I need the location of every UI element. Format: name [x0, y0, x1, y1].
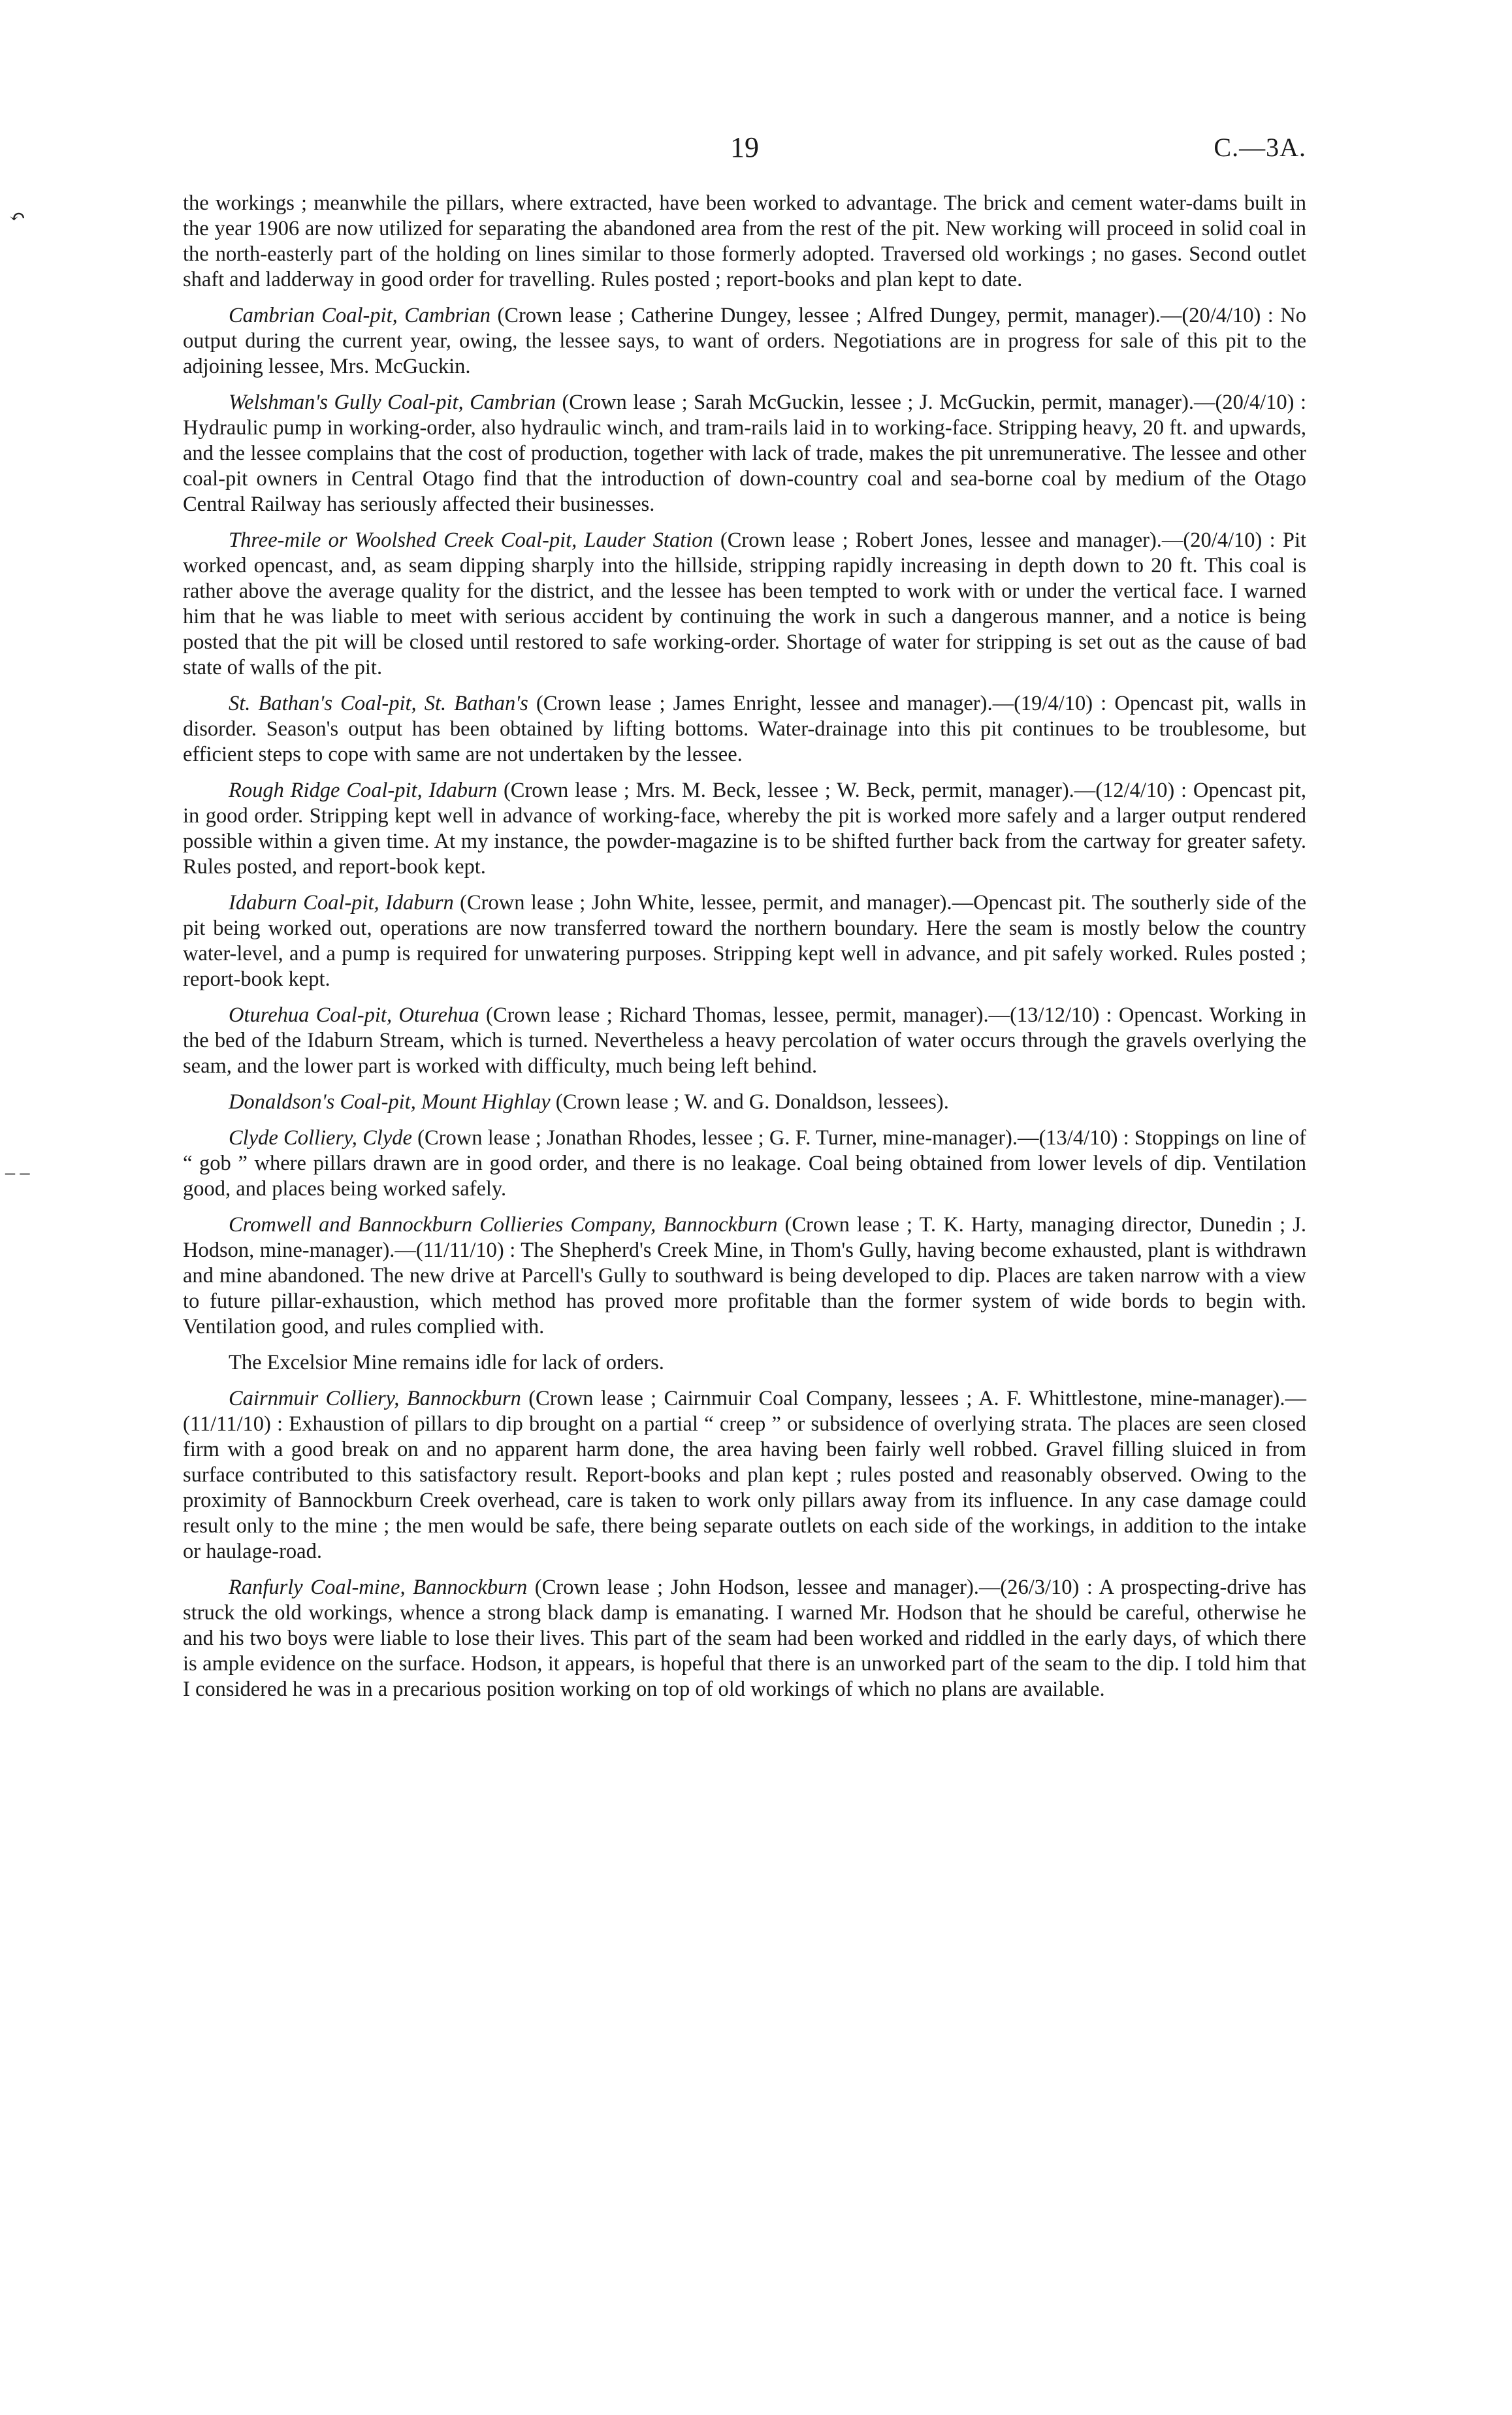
page-header: [183, 131, 1306, 170]
paragraph: [183, 890, 1306, 992]
paragraph-heading: Ranfurly Coal-mine, Bannockburn: [229, 1576, 528, 1599]
paragraph: [183, 303, 1306, 380]
paragraph-heading: St. Bathan's Coal-pit, St. Bathan's: [229, 692, 528, 715]
paragraph-text: (Crown lease ; James Enright, lessee and manager).—(19/4/10) : Opencast pit, walls in disorder. Season's output has been obtained by lifting bottoms. Water-drainage into this pit continues to be troublesome, but efficient steps to cope with same are not undertaken by the lessee.: [183, 692, 1306, 766]
paragraph-heading: Cambrian Coal-pit, Cambrian: [229, 304, 491, 327]
paragraph: [183, 1126, 1306, 1202]
paragraph-text: (Crown lease ; Cairnmuir Coal Company, lessees ; A. F. Whittlestone, mine-manager).—(11/11/10) : Exhaustion of pillars to dip brought on a partial “ creep ” or subsidence of overlying strata. The places are seen closed firm with a good break on and no apparent harm done, the area having been fairly well robbed. Gravel filling sluiced in from surface contributed to this satisfactory result. Report-books and plan kept ; rules posted and reasonably observed. Owing to the proximity of Bannockburn Creek overhead, care is taken to work only pillars away from its influence. In any case damage could result only to the mine ; the men would be safe, there being separate outlets on each side of the workings, in addition to the intake or haulage-road.: [183, 1387, 1306, 1563]
paragraph-text: (Crown lease ; Richard Thomas, lessee, permit, manager).—(13/12/10) : Opencast. Working in the bed of the Idaburn Stream, which is turned. Nevertheless a heavy percolation of water occurs through the gravels overlying the seam, and the lower part is worked with difficulty, much being left behind.: [183, 1003, 1306, 1078]
paragraph: [183, 778, 1306, 880]
paragraph-text: (Crown lease ; Catherine Dungey, lessee ; Alfred Dungey, permit, manager).—(20/4/10) : No output during the current year, owing, the lessee says, to want of orders. Negotiations are in progress for sale of this pit to the adjoining lessee, Mrs. McGuckin.: [183, 304, 1306, 378]
paragraph: [183, 1386, 1306, 1564]
paragraph-heading: Donaldson's Coal-pit, Mount Highlay: [229, 1090, 551, 1114]
paragraph: [183, 1212, 1306, 1340]
page-number: 19: [730, 131, 759, 163]
paragraph-heading: Idaburn Coal-pit, Idaburn: [229, 891, 454, 915]
paragraph-text: (Crown lease ; John Hodson, lessee and manager).—(26/3/10) : A prospecting-drive has struck the old workings, whence a strong black damp is emanating. I warned Mr. Hodson that he should be careful, otherwise he and his two boys were liable to lose their lives. This part of the seam had been worked and riddled in the early days, of which there is ample evidence on the surface. Hodson, it appears, is hopeful that there is an unworked part of the seam to the dip. I told him that I considered he was in a precarious position working on top of old workings of which no plans are available.: [183, 1576, 1307, 1701]
paragraph-heading: Cairnmuir Colliery, Bannockburn: [229, 1387, 521, 1410]
paragraph: [183, 191, 1306, 293]
paragraph: [183, 691, 1306, 768]
paragraph-heading: Cromwell and Bannockburn Collieries Company, Bannockburn: [229, 1213, 778, 1237]
margin-mark-top: ↶: [9, 206, 26, 228]
paragraph: [183, 1575, 1306, 1702]
paragraph-text: the workings ; meanwhile the pillars, where extracted, have been worked to advantage. The brick and cement water-dams built in the year 1906 are now utilized for separating the abandoned area from the rest of the pit. New working will proceed in solid coal in the north-easterly part of the holding on lines similar to those formerly adopted. Traversed old workings ; no gases. Second outlet shaft and ladderway in good order for travelling. Rules posted ; report-books and plan kept to date.: [183, 191, 1306, 291]
paragraph-heading: Oturehua Coal-pit, Oturehua: [229, 1003, 479, 1027]
body-text: [183, 191, 1306, 1713]
paragraph-text: (Crown lease ; Mrs. M. Beck, lessee ; W. Beck, permit, manager).—(12/4/10) : Opencast pit, in good order. Stripping kept well in advance of working-face, whereby the pit is worked more safely and a larger output rendered possible within a given time. At my instance, the powder-magazine is to be shifted further back from the cartway for greater safety. Rules posted, and report-book kept.: [183, 779, 1306, 879]
paragraph: [183, 528, 1306, 681]
paragraph: [183, 1090, 1306, 1115]
paragraph: [183, 390, 1306, 517]
paragraph-text: (Crown lease ; Sarah McGuckin, lessee ; J. McGuckin, permit, manager).—(20/4/10) : Hydraulic pump in working-order, also hydraulic winch, and tram-rails laid in to working-face. Stripping heavy, 20 ft. and upwards, and the lessee complains that the cost of production, together with lack of trade, makes the pit unremunerative. The lessee and other coal-pit owners in Central Otago find that the introduction of down-country coal and sea-borne coal by medium of the Otago Central Railway has seriously affected their businesses.: [183, 391, 1306, 516]
paragraph-text: (Crown lease ; John White, lessee, permit, and manager).—Opencast pit. The southerly side of the pit being worked out, operations are now transferred toward the northern boundary. Here the seam is mostly below the country water-level, and a pump is required for unwatering purposes. Stripping kept well in advance, and pit safely worked. Rules posted ; report-book kept.: [183, 891, 1306, 991]
paragraph-heading: Rough Ridge Coal-pit, Idaburn: [229, 779, 498, 802]
paragraph-heading: Three-mile or Woolshed Creek Coal-pit, Lauder Station: [229, 528, 713, 552]
paragraph-text: The Excelsior Mine remains idle for lack of orders.: [229, 1351, 664, 1374]
paragraph: [183, 1003, 1306, 1079]
paragraph-text: (Crown lease ; Robert Jones, lessee and manager).—(20/4/10) : Pit worked opencast, and, as seam dipping sharply into the hillside, stripping rapidly increasing in depth down to 20 ft. This coal is rather above the average quality for the district, and the lessee has been tempted to work with or under the vertical face. I warned him that he was liable to meet with serious accident by continuing the work in such a dangerous manner, and a notice is being posted that the pit will be closed until restored to safe working-order. Shortage of water for stripping is set out as the cause of bad state of walls of the pit.: [183, 528, 1306, 679]
margin-mark-middle: – –: [5, 1161, 30, 1183]
paragraph-heading: Welshman's Gully Coal-pit, Cambrian: [229, 391, 556, 414]
paragraph-text: (Crown lease ; T. K. Harty, managing director, Dunedin ; J. Hodson, mine-manager).—(11/11/10) : The Shepherd's Creek Mine, in Thom's Gully, having become exhausted, plant is withdrawn and mine abandoned. The new drive at Parcell's Gully to southward is being developed to dip. Places are taken narrow with a view to future pillar-exhaustion, which method has proved more profitable than the former system of wide bords to begin with. Ventilation good, and rules complied with.: [183, 1213, 1306, 1338]
document-code: C.—3A.: [1214, 133, 1306, 162]
paragraph-text: (Crown lease ; W. and G. Donaldson, lessees).: [550, 1090, 949, 1114]
paragraph-heading: Clyde Colliery, Clyde: [229, 1126, 412, 1150]
paragraph: [183, 1350, 1306, 1376]
paragraph-text: (Crown lease ; Jonathan Rhodes, lessee ; G. F. Turner, mine-manager).—(13/4/10) : Stoppings on line of “ gob ” where pillars drawn are in good order, and there is no leakage. Coal being obtained from lower levels of dip. Ventilation good, and places being worked safely.: [183, 1126, 1306, 1201]
